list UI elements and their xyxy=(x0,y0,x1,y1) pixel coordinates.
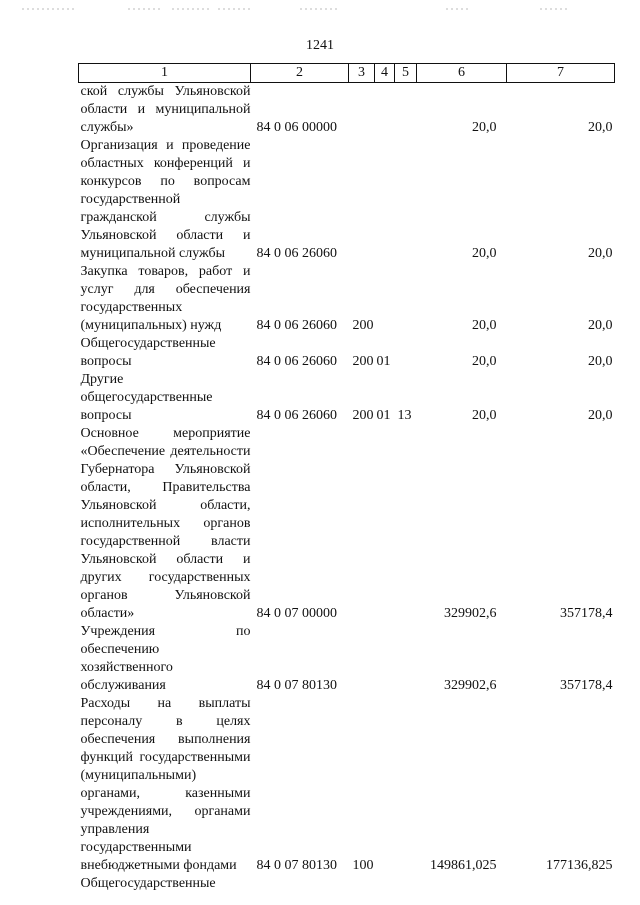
row-value-col6: 20,0 xyxy=(472,408,497,423)
row-value-col6: 329902,6 xyxy=(444,606,497,621)
row-value-col7: 357178,4 xyxy=(560,606,613,621)
row-subsection xyxy=(395,335,417,371)
row-value-col6: 20,0 xyxy=(472,354,497,369)
row-expense-type xyxy=(349,425,375,623)
row-section xyxy=(375,425,395,623)
table-row xyxy=(79,83,615,138)
row-name: Другие общегосударственные вопросы xyxy=(80,372,213,423)
row-expense-type: 200 xyxy=(352,354,374,369)
column-header-2: 2 xyxy=(251,64,349,83)
row-value-col7: 20,0 xyxy=(588,318,613,333)
table-row xyxy=(79,371,615,425)
row-name: Расходы на выплаты персоналу в целях обеспечения выполнения функций государственными (муниципальными) органами, казенными учреждениями, органами управления государственными внебюджетными фондами xyxy=(80,696,251,873)
row-section xyxy=(375,623,395,695)
row-code: 84 0 07 00000 xyxy=(256,606,337,621)
row-value-col6: 20,0 xyxy=(472,120,497,135)
row-section xyxy=(375,875,395,893)
row-section xyxy=(375,695,395,875)
row-name: ской службы Ульяновской области и муниципальной службы» xyxy=(80,84,251,135)
row-subsection xyxy=(395,623,417,695)
page-number: 1241 xyxy=(306,38,334,53)
row-value-col7: 20,0 xyxy=(588,354,613,369)
row-code: 84 0 06 26060 xyxy=(256,354,337,369)
table-row xyxy=(79,875,615,893)
row-subsection xyxy=(395,695,417,875)
row-expense-type: 100 xyxy=(352,858,374,873)
row-section: 01 xyxy=(376,354,391,369)
table-header-row xyxy=(79,64,615,83)
row-code: 84 0 07 80130 xyxy=(256,678,337,693)
row-section xyxy=(375,137,395,263)
row-subsection xyxy=(395,875,417,893)
table-row xyxy=(79,695,615,875)
budget-table xyxy=(78,63,615,893)
row-code: 84 0 06 00000 xyxy=(256,120,337,135)
row-subsection: 13 xyxy=(397,408,412,423)
row-value-col6: 20,0 xyxy=(472,318,497,333)
scan-artifact-marks xyxy=(0,6,640,12)
row-value-col6: 329902,6 xyxy=(444,678,497,693)
row-name: Общегосударственные xyxy=(80,876,216,891)
row-code: 84 0 06 26060 xyxy=(256,408,337,423)
column-header-7: 7 xyxy=(507,64,615,83)
row-code: 84 0 06 26060 xyxy=(256,246,337,261)
row-name: Основное мероприятие «Обеспечение деятельности Губернатора Ульяновской области, Правительства Ульяновской области, исполнительных органов государственной власти Ульяновской области и других государственных органов Ульяновской области» xyxy=(80,426,251,621)
row-value-col7 xyxy=(507,875,615,893)
row-value-col6: 20,0 xyxy=(472,246,497,261)
table-body xyxy=(79,83,615,894)
row-value-col7: 20,0 xyxy=(588,246,613,261)
row-subsection xyxy=(395,263,417,335)
table-row xyxy=(79,137,615,263)
row-subsection xyxy=(395,425,417,623)
table-row xyxy=(79,335,615,371)
row-expense-type: 200 xyxy=(352,408,374,423)
row-code: 84 0 07 80130 xyxy=(256,858,337,873)
row-name: Общегосударственные вопросы xyxy=(80,336,216,369)
row-value-col7: 357178,4 xyxy=(560,678,613,693)
column-header-6: 6 xyxy=(417,64,507,83)
row-code xyxy=(251,875,349,893)
row-value-col7: 20,0 xyxy=(588,120,613,135)
row-expense-type xyxy=(349,137,375,263)
row-name: Учреждения по обеспечению хозяйственного обслуживания xyxy=(80,624,251,693)
row-value-col7: 20,0 xyxy=(588,408,613,423)
row-name: Закупка товаров, работ и услуг для обеспечения государственных (муниципальных) нужд xyxy=(80,264,251,333)
row-section: 01 xyxy=(376,408,391,423)
row-value-col7: 177136,825 xyxy=(546,858,613,873)
row-subsection xyxy=(395,83,417,138)
row-subsection xyxy=(395,137,417,263)
row-section xyxy=(375,263,395,335)
column-header-3: 3 xyxy=(349,64,375,83)
column-header-5: 5 xyxy=(395,64,417,83)
table-row xyxy=(79,425,615,623)
row-expense-type xyxy=(349,875,375,893)
row-expense-type xyxy=(349,83,375,138)
column-header-4: 4 xyxy=(375,64,395,83)
row-name: Организация и проведение областных конференций и конкурсов по вопросам государственной гражданской службы Ульяновской области и муниципальной службы xyxy=(80,138,251,261)
table-row xyxy=(79,623,615,695)
table-row xyxy=(79,263,615,335)
row-code: 84 0 06 26060 xyxy=(256,318,337,333)
row-value-col6 xyxy=(417,875,507,893)
column-header-1: 1 xyxy=(79,64,251,83)
row-section xyxy=(375,83,395,138)
row-expense-type: 200 xyxy=(352,318,374,333)
row-expense-type xyxy=(349,623,375,695)
row-value-col6: 149861,025 xyxy=(430,858,497,873)
